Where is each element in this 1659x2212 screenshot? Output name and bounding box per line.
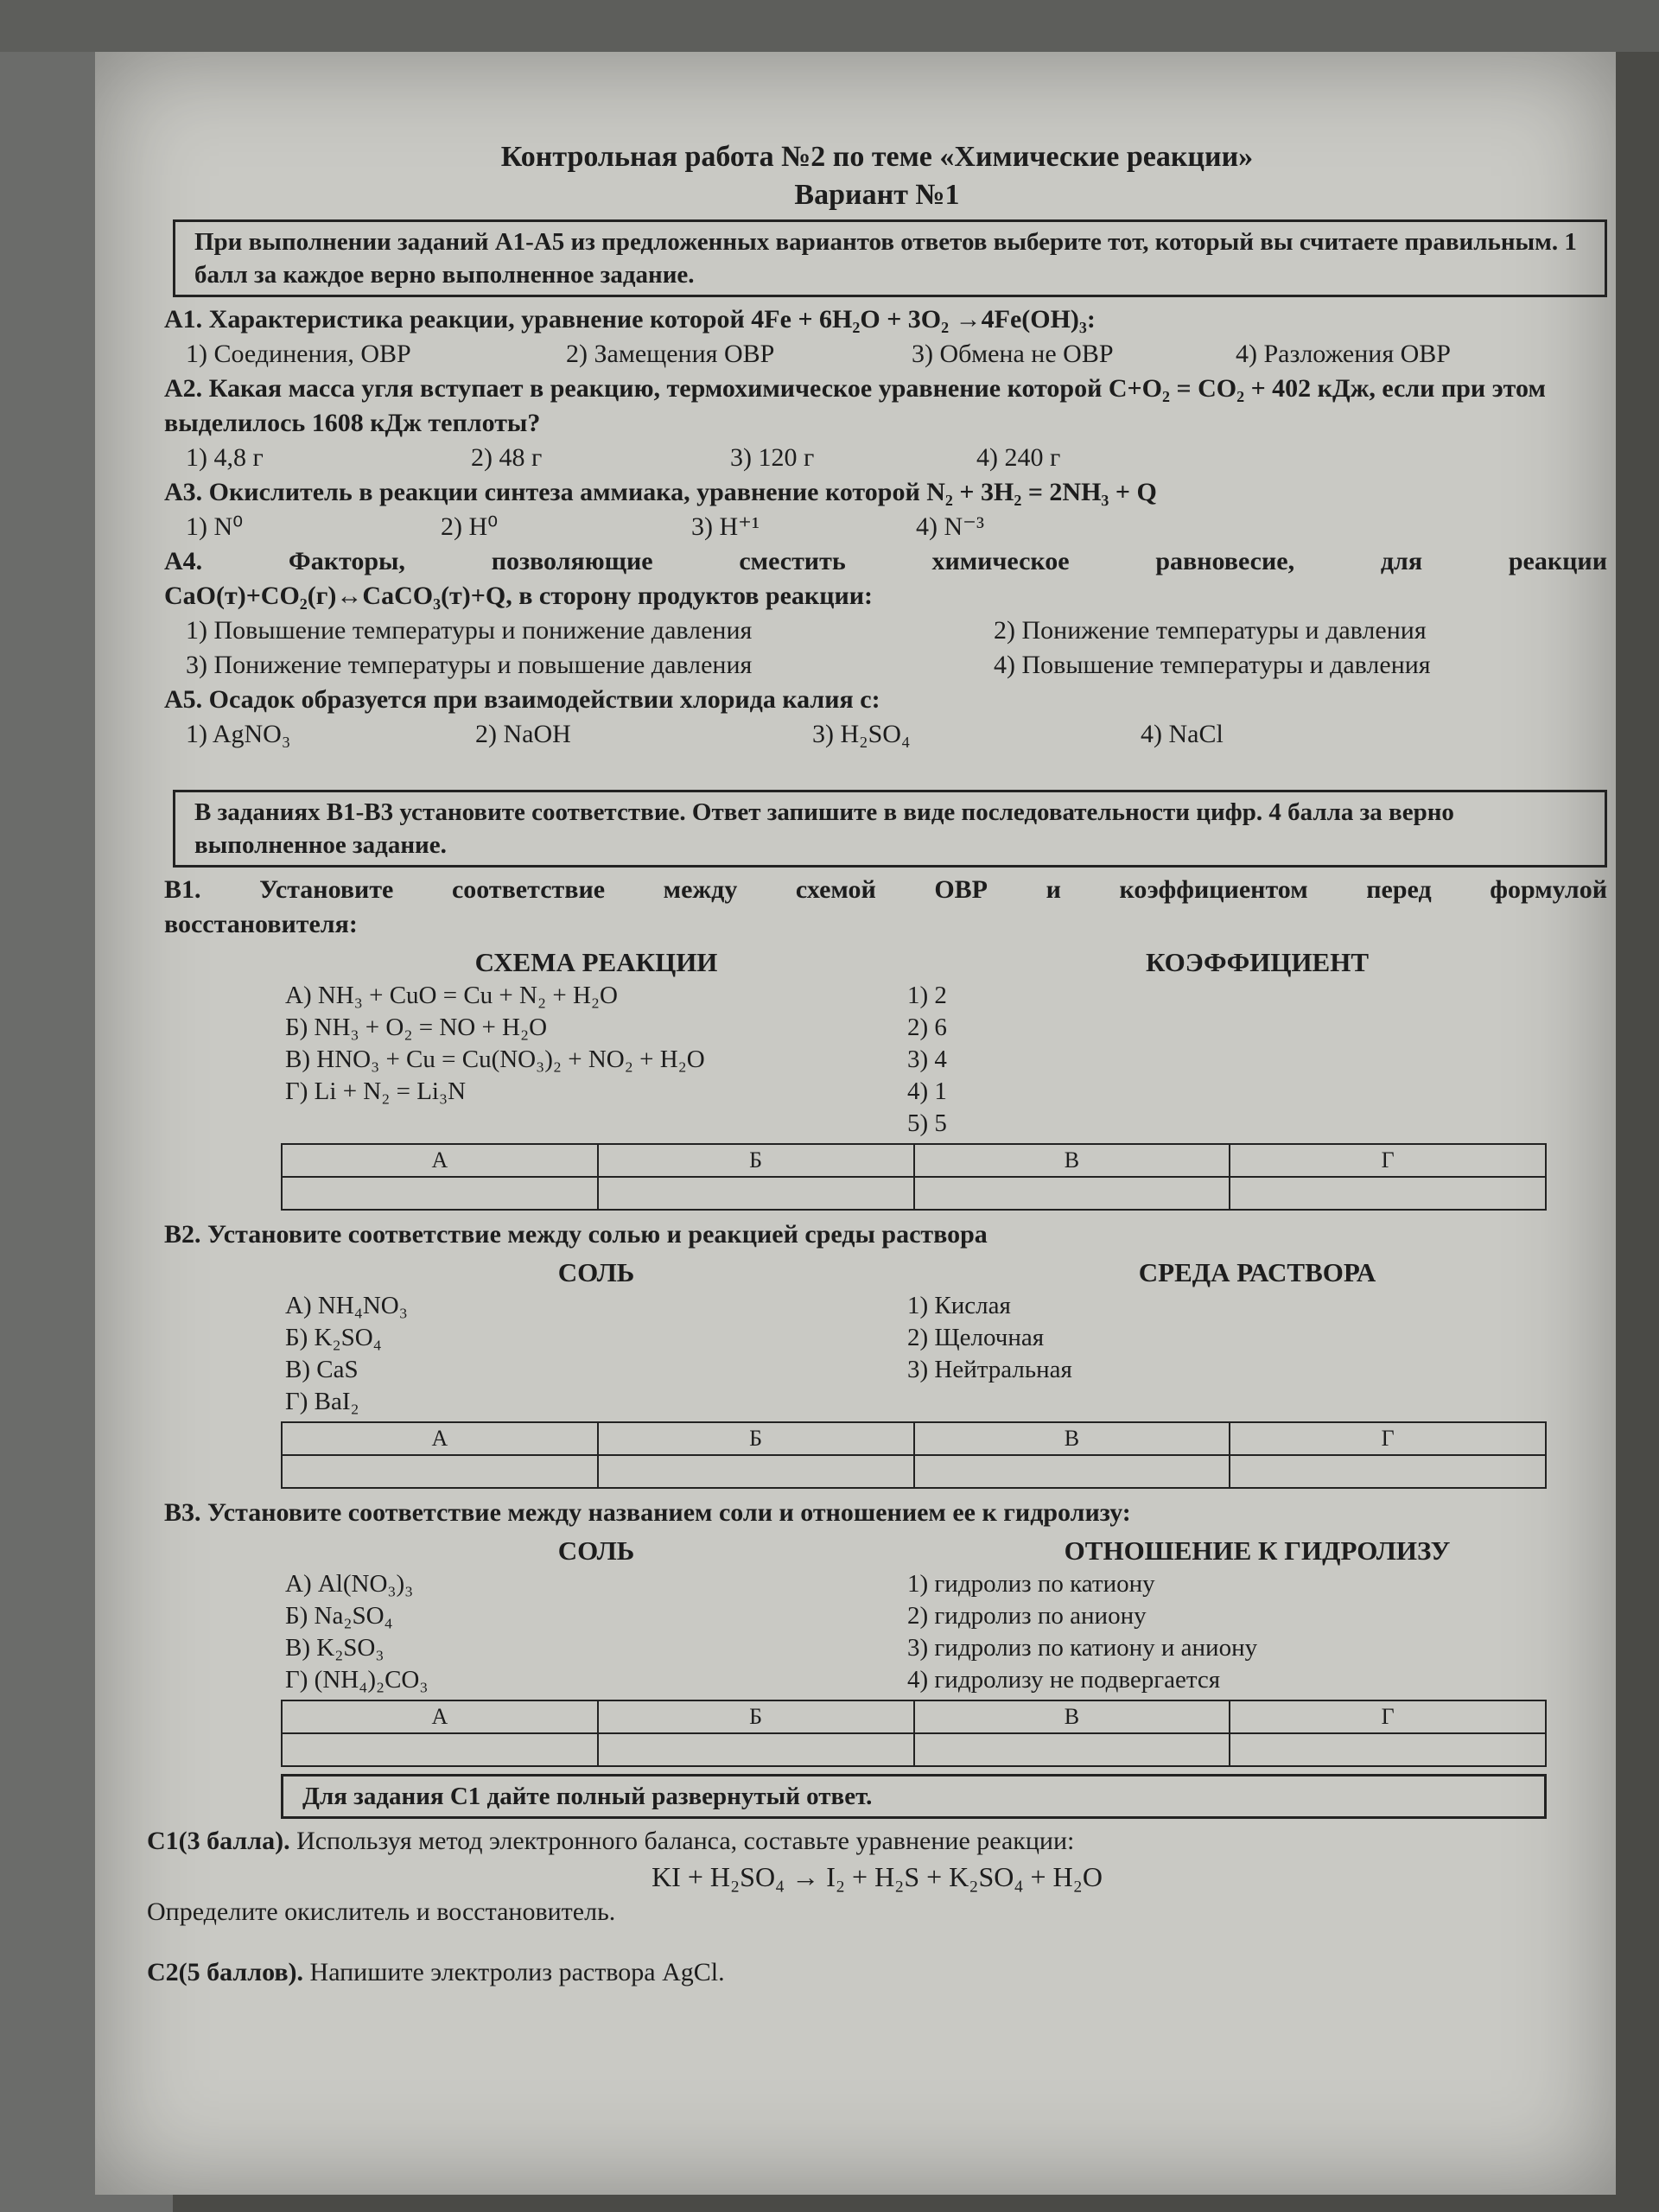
list-item: 1) гидролиз по катиону: [907, 1570, 1155, 1598]
c1-line2: Определите окислитель и восстановитель.: [147, 1897, 616, 1926]
match-b1: [147, 945, 1607, 1140]
list-item: А) NH₃ + CuO = Cu + N₂ + H₂O: [285, 982, 618, 1009]
table-header: Б: [598, 1422, 914, 1455]
question-a4-line1: А4. Факторы, позволяющие сместить химическое равновесие, для реакции: [164, 547, 1607, 575]
question-a5: А5. Осадок образуется при взаимодействии хлорида калия с:: [164, 685, 880, 714]
desk-background-top: [0, 0, 1659, 52]
column-header: СОЛЬ: [557, 1257, 635, 1287]
instruction-box-c: Для задания С1 дайте полный развернутый ответ.: [281, 1774, 1547, 1819]
list-item: 5) 5: [907, 1109, 947, 1137]
table-header: А: [282, 1422, 598, 1455]
table-header: В: [914, 1144, 1230, 1177]
option: 2) H⁰: [441, 512, 499, 541]
table-header: А: [282, 1144, 598, 1177]
list-item: 2) Щелочная: [907, 1324, 1045, 1351]
answer-table-b1: [281, 1143, 1547, 1211]
answer-table-b3: [281, 1700, 1547, 1767]
question-b1-line2: восстановителя:: [164, 910, 358, 938]
left-column: [147, 1255, 907, 1418]
option: 2) NaOH: [475, 720, 571, 748]
c1-equation: KI + H₂SO₄ → I₂ + H₂S + K₂SO₄ + H₂O: [652, 1861, 1103, 1892]
c2-label: С2(5 баллов).: [147, 1958, 304, 1986]
list-item: Г) (NH₄)₂CO₃: [285, 1666, 429, 1694]
question-b1-line1: В1. Установите соответствие между схемой ОВР и коэффициентом перед формулой: [164, 875, 1607, 904]
answer-cell[interactable]: [914, 1733, 1230, 1766]
option: 1) Соединения, ОВР: [186, 340, 411, 368]
question-c1: [147, 1824, 1607, 1859]
c1-label: С1(3 балла).: [147, 1827, 290, 1855]
instruction-box-a: При выполнении заданий А1-А5 из предложенных вариантов ответов выберите тот, который вы считаете правильным. 1 балл за каждое верно выполненное задание.: [173, 219, 1607, 297]
option: 3) Обмена не ОВР: [912, 340, 1114, 368]
right-column: [907, 945, 1607, 1140]
options-a4-row2: [186, 648, 1607, 683]
answer-cell[interactable]: [598, 1733, 914, 1766]
option: 2) Понижение температуры и давления: [994, 616, 1427, 645]
answer-cell[interactable]: [282, 1455, 598, 1488]
column-header: СХЕМА РЕАКЦИИ: [474, 947, 718, 977]
list-item: 3) 4: [907, 1046, 947, 1073]
table-header: А: [282, 1700, 598, 1733]
list-item: Б) K₂SO₄: [285, 1324, 382, 1351]
option: 3) 120 г: [730, 443, 815, 472]
match-b2: [147, 1255, 1607, 1418]
c2-text: Напишите электролиз раствора AgCl.: [303, 1958, 725, 1986]
left-column: [147, 1534, 907, 1696]
column-header: КОЭФФИЦИЕНТ: [1145, 947, 1370, 977]
answer-cell[interactable]: [1230, 1455, 1546, 1488]
list-item: 1) 2: [907, 982, 947, 1009]
list-item: 4) 1: [907, 1077, 947, 1105]
list-item: 3) Нейтральная: [907, 1356, 1072, 1383]
table-header: Б: [598, 1700, 914, 1733]
list-item: А) Al(NO₃)₃: [285, 1570, 414, 1598]
variant-title: Вариант №1: [794, 179, 960, 211]
answer-cell[interactable]: [1230, 1733, 1546, 1766]
list-item: 1) Кислая: [907, 1292, 1011, 1319]
right-column: [907, 1534, 1607, 1696]
answer-cell[interactable]: [914, 1177, 1230, 1210]
option: 4) Разложения ОВР: [1236, 340, 1451, 368]
question-a4-line2: СаО(т)+СО₂(г)↔СаСО₃(т)+Q, в сторону продуктов реакции:: [164, 582, 874, 610]
option: 4) Повышение температуры и давления: [994, 651, 1431, 679]
list-item: 2) 6: [907, 1014, 947, 1041]
options-a3: [186, 510, 1607, 544]
column-header: ОТНОШЕНИЕ К ГИДРОЛИЗУ: [1064, 1535, 1451, 1566]
sheet-content: [147, 138, 1607, 1990]
question-a3: А3. Окислитель в реакции синтеза аммиака, уравнение которой N₂ + 3H₂ = 2NH₃ + Q: [164, 478, 1157, 506]
list-item: Г) Li + N₂ = Li₃N: [285, 1077, 467, 1105]
option: 4) N⁻³: [916, 512, 984, 541]
option: 2) 48 г: [471, 443, 543, 472]
option: 2) Замещения ОВР: [566, 340, 775, 368]
answer-cell[interactable]: [282, 1177, 598, 1210]
list-item: Г) BaI₂: [285, 1388, 359, 1415]
option: 3) H₂SO₄: [812, 720, 911, 748]
option: 1) N⁰: [186, 512, 244, 541]
table-header: Г: [1230, 1700, 1546, 1733]
left-column: [147, 945, 907, 1140]
options-a2: [186, 441, 1607, 475]
question-a2: А2. Какая масса угля вступает в реакцию, термохимическое уравнение которой С+О₂ = СО₂ + 402 кДж, если при этом выделилось 1608 кДж теплоты?: [164, 374, 1546, 437]
answer-cell[interactable]: [598, 1455, 914, 1488]
question-b2: В2. Установите соответствие между солью и реакцией среды раствора: [164, 1220, 988, 1249]
c1-text: Используя метод электронного баланса, составьте уравнение реакции:: [289, 1827, 1075, 1855]
column-header: СРЕДА РАСТВОРА: [1138, 1257, 1376, 1287]
table-header: В: [914, 1700, 1230, 1733]
list-item: 4) гидролизу не подвергается: [907, 1666, 1221, 1694]
column-header: СОЛЬ: [557, 1535, 635, 1566]
option: 1) 4,8 г: [186, 443, 264, 472]
option: 3) H⁺¹: [691, 512, 760, 541]
right-column: [907, 1255, 1607, 1418]
table-header: Б: [598, 1144, 914, 1177]
test-sheet: [95, 52, 1616, 2195]
option: 1) AgNO₃: [186, 720, 291, 748]
page-title: Контрольная работа №2 по теме «Химические реакции»: [500, 141, 1254, 173]
question-a1: А1. Характеристика реакции, уравнение которой 4Fe + 6H₂O + 3O₂ →4Fe(OH)₃:: [164, 305, 1096, 334]
option: 3) Понижение температуры и повышение давления: [186, 651, 753, 679]
table-header: В: [914, 1422, 1230, 1455]
list-item: В) HNO₃ + Cu = Cu(NO₃)₂ + NO₂ + H₂O: [285, 1046, 705, 1073]
list-item: 2) гидролиз по аниону: [907, 1602, 1147, 1630]
list-item: Б) NH₃ + O₂ = NO + H₂O: [285, 1014, 548, 1041]
answer-cell[interactable]: [1230, 1177, 1546, 1210]
list-item: А) NH₄NO₃: [285, 1292, 408, 1319]
options-a5: [186, 717, 1607, 752]
options-a1: [186, 337, 1607, 372]
answer-table-b2: [281, 1421, 1547, 1489]
answer-cell[interactable]: [598, 1177, 914, 1210]
option: 1) Повышение температуры и понижение давления: [186, 616, 753, 645]
question-b3: В3. Установите соответствие между названием соли и отношением ее к гидролизу:: [164, 1498, 1131, 1527]
table-header: Г: [1230, 1144, 1546, 1177]
match-b3: [147, 1534, 1607, 1696]
list-item: В) K₂SO₃: [285, 1634, 385, 1662]
answer-cell[interactable]: [282, 1733, 598, 1766]
answer-cell[interactable]: [914, 1455, 1230, 1488]
options-a4-row1: [186, 613, 1607, 648]
option: 4) 240 г: [976, 443, 1061, 472]
instruction-box-b: В заданиях В1-В3 установите соответствие. Ответ запишите в виде последовательности цифр. 4 балла за верно выполненное задание.: [173, 790, 1607, 868]
table-header: Г: [1230, 1422, 1546, 1455]
option: 4) NaCl: [1141, 720, 1224, 748]
list-item: В) CaS: [285, 1356, 359, 1383]
question-c2: [147, 1955, 1607, 1990]
list-item: Б) Na₂SO₄: [285, 1602, 393, 1630]
list-item: 3) гидролиз по катиону и аниону: [907, 1634, 1258, 1662]
